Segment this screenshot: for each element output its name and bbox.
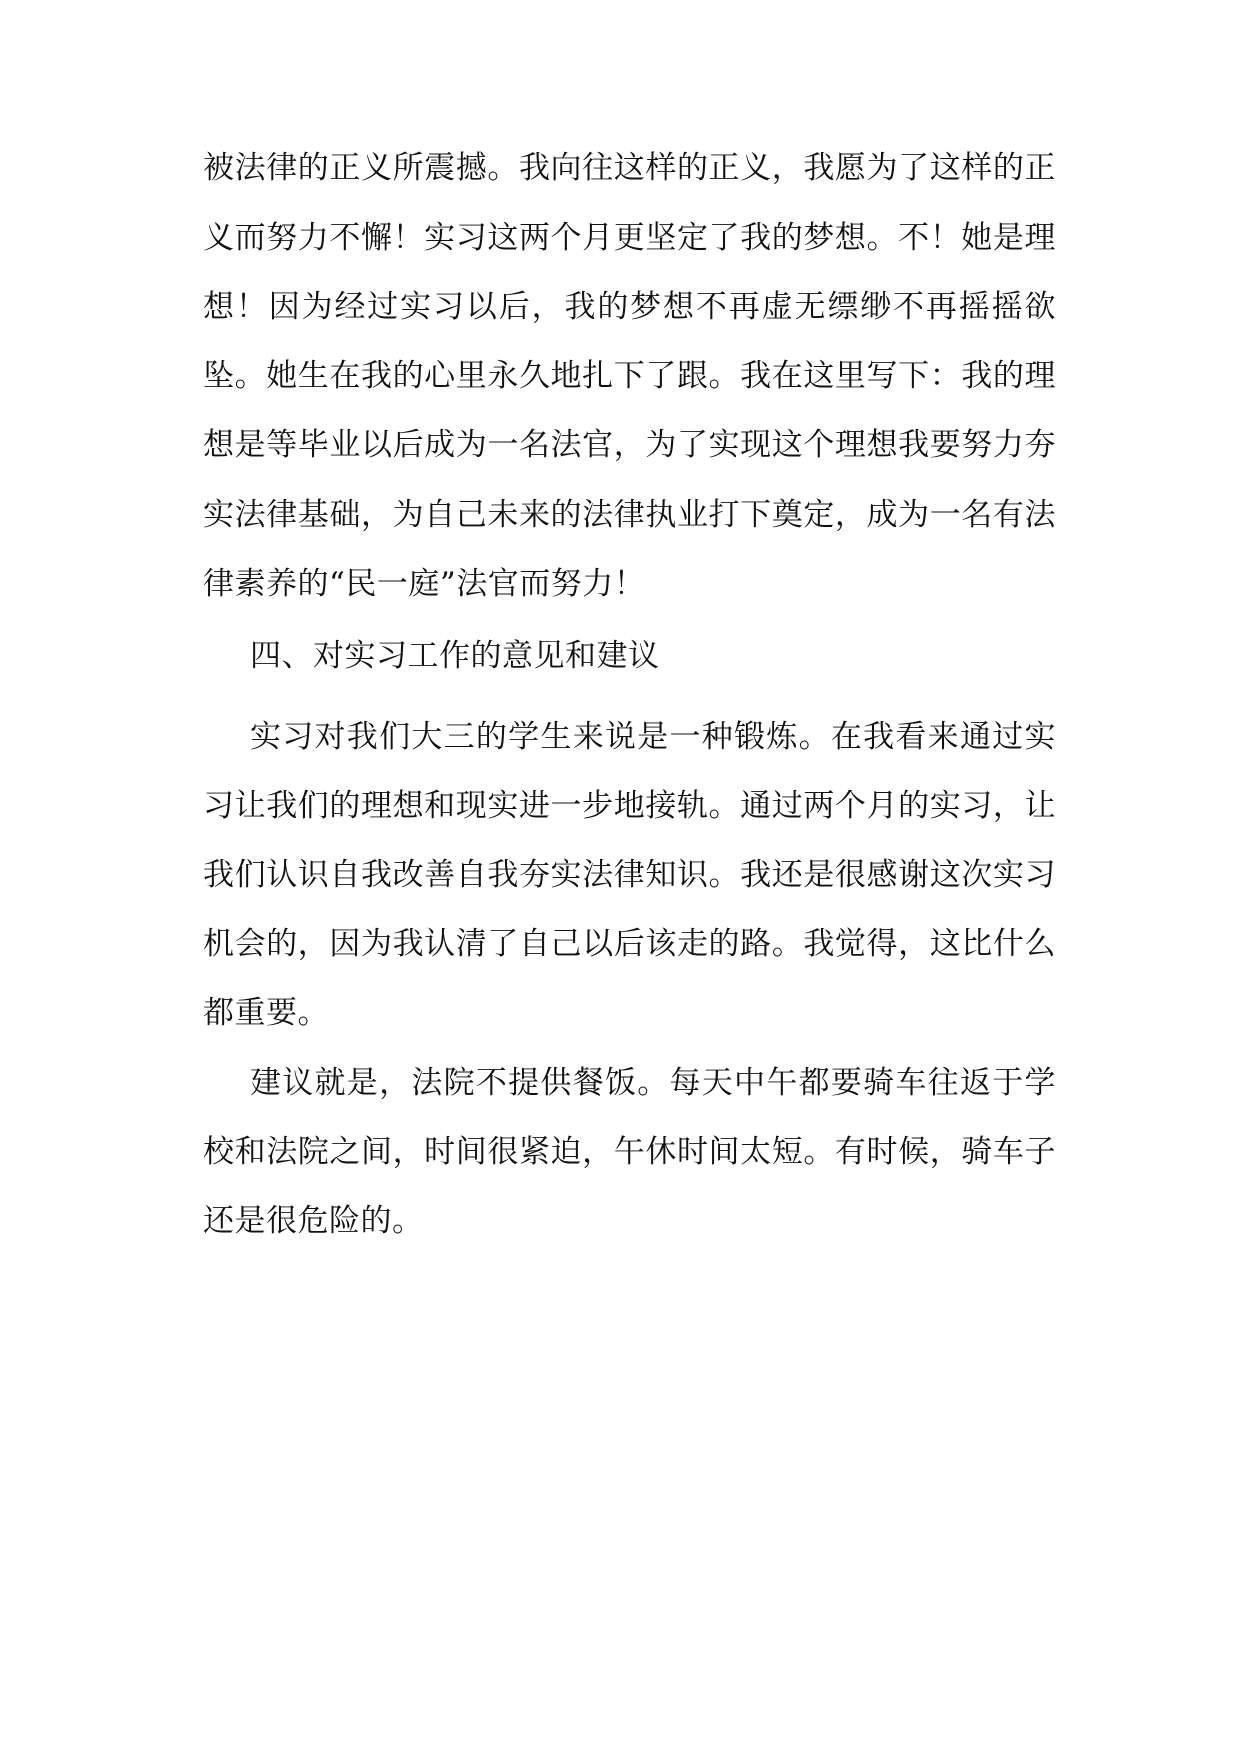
paragraph-3-line-1: 建议就是，法院不提供餐饭。每天中午都要骑车往返于学 xyxy=(250,1065,1056,1101)
paragraph-3-line-3: 还是很危险的。 xyxy=(203,1203,424,1239)
paragraph-2-line-2: 习让我们的理想和现实进一步地接轨。通过两个月的实习，让 xyxy=(203,788,1056,824)
paragraph-2-line-3: 我们认识自我改善自我夯实法律知识。我还是很感谢这次实习 xyxy=(203,857,1056,893)
paragraph-2-line-1: 实习对我们大三的学生来说是一种锻炼。在我看来通过实 xyxy=(250,719,1056,755)
paragraph-1-line-7: 律素养的“民一庭”法官而努力！ xyxy=(203,566,646,602)
paragraph-1-line-2: 义而努力不懈！实习这两个月更坚定了我的梦想。不！她是理 xyxy=(203,220,1056,256)
paragraph-1-line-5: 想是等毕业以后成为一名法官，为了实现这个理想我要努力夯 xyxy=(203,427,1056,463)
paragraph-1-line-1: 被法律的正义所震撼。我向往这样的正义，我愿为了这样的正 xyxy=(203,150,1056,186)
paragraph-1-line-3: 想！因为经过实习以后，我的梦想不再虚无缥缈不再摇摇欲 xyxy=(203,289,1056,325)
paragraph-1-line-6: 实法律基础，为自己未来的法律执业打下奠定，成为一名有法 xyxy=(203,497,1056,533)
paragraph-2-line-5: 都重要。 xyxy=(203,995,329,1031)
paragraph-3-line-2: 校和法院之间，时间很紧迫，午休时间太短。有时候，骑车子 xyxy=(203,1134,1056,1170)
paragraph-2-line-4: 机会的，因为我认清了自己以后该走的路。我觉得，这比什么 xyxy=(203,926,1056,962)
section-heading: 四、对实习工作的意见和建议 xyxy=(250,638,660,674)
paragraph-1-line-4: 坠。她生在我的心里永久地扎下了跟。我在这里写下：我的理 xyxy=(203,358,1056,394)
